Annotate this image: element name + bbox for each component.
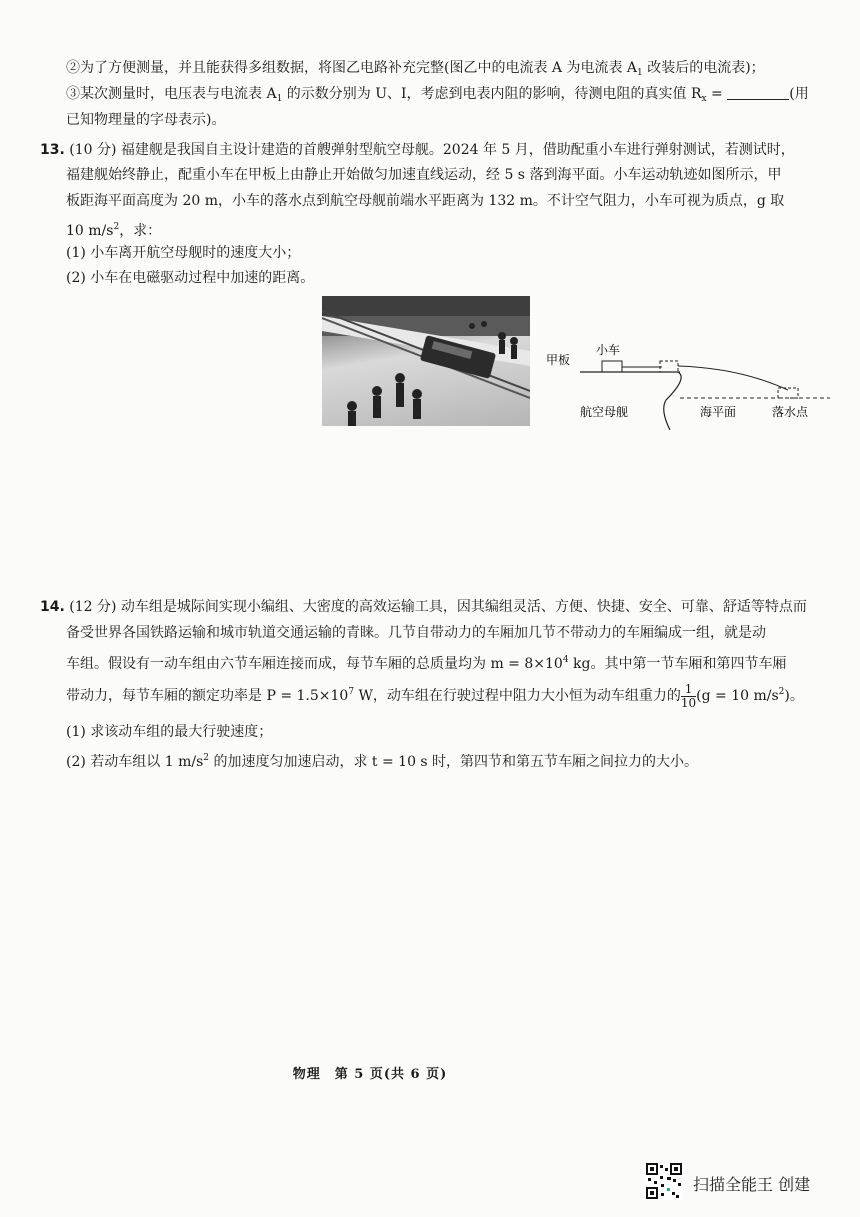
q14-line1: [40, 597, 830, 617]
q12-part3-cont-text: 已知物理量的字母表示)。: [66, 112, 226, 128]
page-footer: 物理 第 5 页(共 6 页): [292, 1067, 448, 1082]
trajectory-curve: [678, 366, 788, 390]
carrier-label: 航空母舰: [580, 405, 629, 419]
carrier-hull: [664, 372, 681, 430]
car-box: [602, 361, 622, 372]
q14-text: W，动车组在行驶过程中阻力大小恒为动车组重力的: [354, 688, 681, 704]
q14-text: 带动力，每节车厢的额定功率是 P = 1.5×10: [66, 688, 349, 704]
superscript: 2: [778, 687, 785, 697]
car-label: 小车: [596, 343, 621, 357]
q13-line3: [66, 191, 826, 211]
q13-text: 板距海平面高度为 20 m，小车的落水点到航空母舰前端水平距离为 132 m。不计空气阻力，小车可视为质点，g 取: [66, 193, 785, 209]
superscript: 4: [562, 655, 569, 665]
q14-text: 车组。假设有一动车组由六节车厢连接而成，每节车厢的总质量均为 m = 8×10: [66, 656, 563, 672]
fraction-one-tenth: [681, 683, 696, 710]
q12-part2-text-end: 改装后的电流表)；: [642, 60, 765, 76]
q13-text: 福建舰始终静止，配重小车在甲板上由静止开始做匀加速直线运动，经 5 s 落到海平面。小车运动轨迹如图所示，甲: [66, 167, 782, 183]
q14-sub2: [66, 748, 826, 772]
q13-subquestion-2: (2) 小车在电磁驱动过程中加速的距离。: [66, 270, 315, 286]
scanner-watermark: [645, 1162, 845, 1202]
superscript: 2: [203, 753, 209, 763]
equals: =: [706, 86, 728, 102]
q12-part3-text-mid: 的示数分别为 U、I，考虑到电表内阻的影响，待测电阻的真实值 R: [282, 86, 702, 102]
q13-line4: [66, 217, 826, 241]
qr-code-icon: [645, 1162, 683, 1200]
q14-text: (g = 10 m/s: [696, 688, 779, 704]
q14-subquestion-2-end: 的加速度匀加速启动，求 t = 10 s 时，第四节和第五节车厢之间拉力的大小。: [209, 754, 699, 770]
fraction-denominator: 10: [680, 695, 697, 710]
q14-line2: [66, 623, 826, 643]
q14-line3: [66, 650, 826, 674]
q14-text: 备受世界各国铁路运输和城市轨道交通运输的青睐。几节自带动力的车厢加几节不带动力的车厢编成一组，就是动: [66, 625, 766, 641]
q14-line4: [66, 682, 826, 710]
scanner-watermark-text: 扫描全能王 创建: [693, 1175, 811, 1194]
q14-sub1: [66, 722, 826, 742]
q12-part3-cont: [66, 110, 826, 130]
subscript: x: [701, 94, 707, 104]
superscript: 2: [113, 222, 120, 232]
q12-part2-text: ②为了方便测量，并且能获得多组数据，将图乙电路补充完整(图乙中的电流表 A 为电流表 A: [66, 60, 638, 76]
q12-part3-text: ③某次测量时，电压表与电流表 A: [66, 86, 277, 102]
q13-sub1: [66, 243, 826, 263]
sea-level-label: 海平面: [700, 405, 737, 419]
photo-illustration: [322, 296, 530, 426]
subscript: 1: [637, 68, 643, 78]
trajectory-diagram: [540, 330, 830, 430]
q14-text: )。: [784, 688, 804, 704]
trajectory-svg: [540, 330, 830, 430]
q14-subquestion-2: (2) 若动车组以 1 m/s: [66, 754, 204, 770]
q13-text: 10 m/s: [66, 223, 114, 239]
q12-part3-text-end: (用: [789, 86, 809, 102]
q13-line2: [66, 165, 826, 185]
subscript: 1: [276, 94, 283, 104]
answer-blank: [727, 85, 789, 100]
launch-test-photo: [322, 296, 530, 426]
landing-point-label: 落水点: [772, 405, 809, 419]
q13-subquestion-1: (1) 小车离开航空母舰时的速度大小；: [66, 245, 301, 261]
superscript: 7: [348, 687, 355, 697]
q12-part2: [66, 58, 826, 83]
q12-part3: [66, 84, 826, 109]
question-number: 14.: [40, 599, 65, 615]
q14-text: (12 分) 动车组是城际间实现小编组、大密度的高效运输工具，因其编组灵活、方便、快捷、安全、可靠、舒适等特点而: [69, 599, 807, 615]
q13-text: ，求：: [119, 223, 162, 239]
q13-line1: [40, 140, 830, 160]
deck-label: 甲板: [546, 353, 571, 367]
question-number: 13.: [40, 142, 65, 158]
launch-point-box: [660, 361, 678, 372]
q13-text: (10 分) 福建舰是我国自主设计建造的首艘弹射型航空母舰。2024 年 5 月，借助配重小车进行弹射测试，若测试时，: [69, 142, 795, 158]
q14-subquestion-1: (1) 求该动车组的最大行驶速度；: [66, 724, 273, 740]
q13-sub2: [66, 268, 826, 288]
q14-text: kg。其中第一节车厢和第四节车厢: [568, 656, 787, 672]
fraction-numerator: 1: [681, 683, 696, 697]
